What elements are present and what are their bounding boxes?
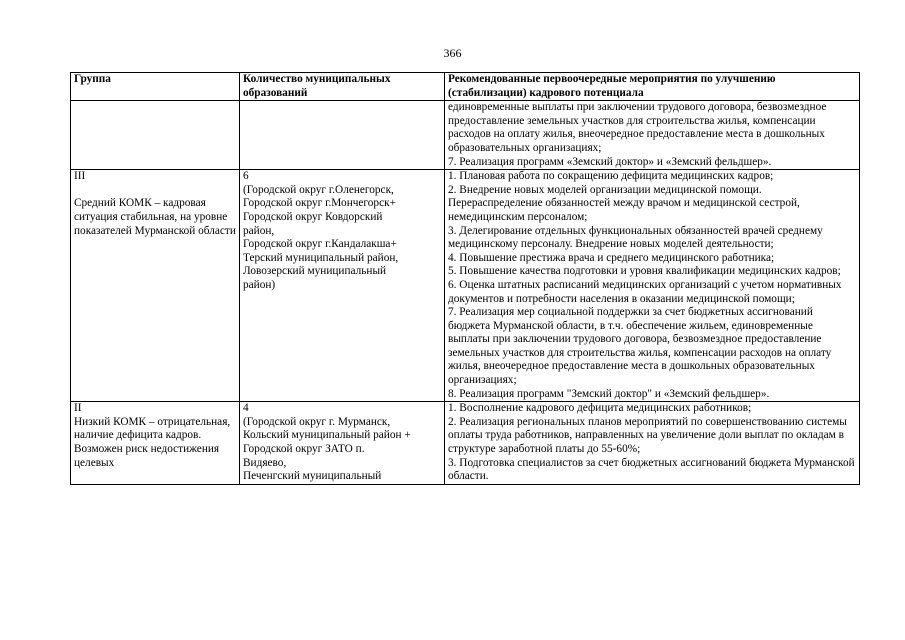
measure-item: 1. Восполнение кадрового дефицита медицинских работников; — [448, 402, 752, 415]
cell-group-3 — [71, 170, 240, 402]
municipality-count: 4 — [243, 402, 249, 415]
measure-item: 2. Реализация региональных планов мероприятий по совершенствованию системы оплаты труда работников, направленных на увеличение доли выплат по окладам в структуре заработной платы до 55-60%; — [448, 415, 847, 456]
cell-continuation-measures — [445, 101, 860, 170]
header-measures: Рекомендованные первоочередные мероприятия по улучшению (стабилизации) кадрового потенциала — [445, 73, 860, 101]
measure-item: 4. Повышение престижа врача и среднего медицинского работника; — [448, 251, 775, 264]
table-header-row — [71, 73, 860, 101]
header-group: Группа — [71, 73, 240, 101]
measure-item: 7. Реализация мер социальной поддержки за счет бюджетных ассигнований бюджета Мурманской области, в т.ч. обеспечение жильем, единовременные выплаты при заключении трудового договора, безвозмездное предоставление земельных участков для строительства жилья, компенсации расходов на оплату жилья, внеочередное предоставление места в дошкольных образовательных организациях; — [448, 306, 832, 387]
municipality-line: Городской округ ЗАТО п. — [243, 443, 365, 456]
measure-item: 2. Внедрение новых моделей организации медицинской помощи. Перераспределение обязанностей между врачом и медицинской сестрой, немедицинским персоналом; — [448, 183, 800, 223]
table-row-group-3 — [71, 170, 860, 402]
measures-table — [70, 72, 860, 485]
municipality-line: район) — [243, 278, 276, 291]
municipality-line: Городской округ г.Мончегорск+ — [243, 197, 396, 210]
group-description: Низкий КОМК – отрицательная, наличие дефицита кадров. Возможен риск недостижения целевых — [74, 415, 231, 469]
cell-measures-3 — [445, 170, 860, 402]
cell-continuation-count — [240, 101, 445, 170]
municipality-line: Ловозерский муниципальный — [243, 265, 387, 278]
measure-item: единовременные выплаты при заключении трудового договора, безвозмездное предоставление земельных участков для строительства жилья, компенсации расходов на оплату жилья, внеочередное предоставление места в дошкольных образовательных организациях; — [448, 101, 827, 154]
measure-item: 3. Делегирование отдельных функциональных обязанностей врачей среднему медицинскому персоналу. Внедрение новых моделей деятельности; — [448, 224, 823, 251]
municipality-count: 6 — [243, 170, 249, 183]
header-municipality-count: Количество муниципальных образований — [240, 73, 445, 101]
cell-continuation-group — [71, 101, 240, 170]
municipality-line: Терский муниципальный район, — [243, 251, 399, 264]
table-row-continuation — [71, 101, 860, 170]
municipality-line: Городской округ Ковдорский — [243, 210, 383, 223]
group-code: II — [74, 402, 82, 415]
municipality-line: район, — [243, 224, 275, 237]
cell-count-2 — [240, 402, 445, 485]
measure-item: 5. Повышение качества подготовки и уровня квалификации медицинских кадров; — [448, 265, 841, 278]
municipality-line: (Городской округ г.Оленегорск, — [243, 183, 394, 196]
measure-item: 1. Плановая работа по сокращению дефицита медицинских кадров; — [448, 170, 774, 183]
municipality-line: Видяево, — [243, 456, 287, 469]
measure-item: 7. Реализация программ «Земский доктор» и «Земский фельдшер». — [448, 155, 772, 168]
measure-item: 8. Реализация программ "Земский доктор" и «Земский фельдшер». — [448, 387, 770, 400]
page-number: 366 — [443, 46, 462, 60]
table-row-group-2 — [71, 402, 860, 485]
measure-item: 6. Оценка штатных расписаний медицинских организаций с учетом нормативных документов и потребности населения в оказании медицинской помощи; — [448, 278, 842, 305]
municipality-line: Кольский муниципальный район + — [243, 429, 411, 442]
municipality-line: Городской округ г.Кандалакша+ — [243, 238, 397, 251]
cell-group-2 — [71, 402, 240, 485]
cell-measures-2 — [445, 402, 860, 485]
measure-item: 3. Подготовка специалистов за счет бюджетных ассигнований бюджета Мурманской области. — [448, 456, 855, 483]
group-description: Средний КОМК – кадровая ситуация стабильная, на уровне показателей Мурманской области — [74, 197, 236, 237]
municipality-line: (Городской округ г. Мурманск, — [243, 415, 391, 428]
cell-count-3 — [240, 170, 445, 402]
municipality-line: Печенгский муниципальный — [243, 470, 382, 483]
group-code: III — [74, 170, 86, 183]
